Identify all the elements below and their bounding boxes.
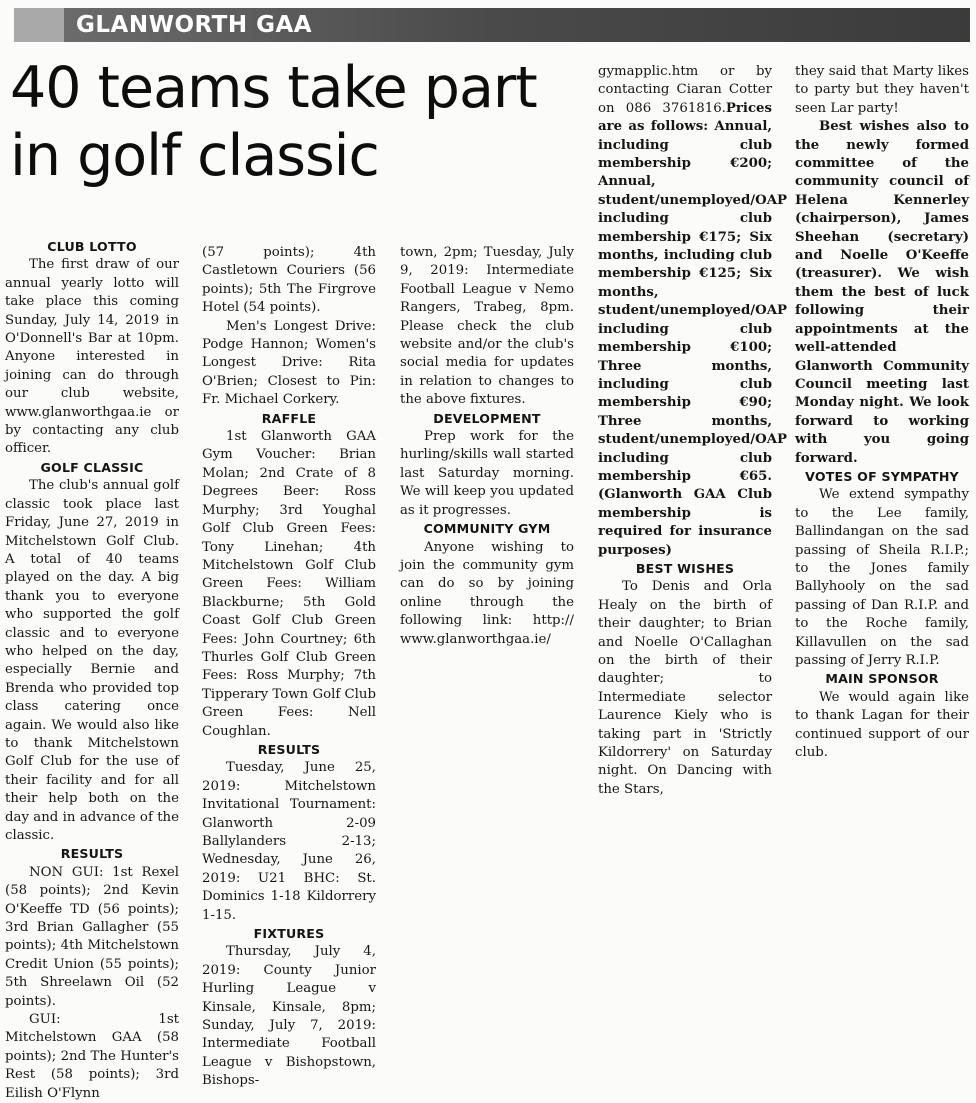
heading-results: RESULTS — [60, 846, 124, 862]
section-banner — [14, 8, 970, 42]
paragraph-sponsor: We would again like to thank Lagan for their continued support of our club. — [795, 689, 969, 761]
paragraph-fixtures: Thursday, July 4, 2019: County Junior Hurling League v Kinsale, Kinsale, 8pm; Sunday, July 7, 2019: Intermediate Football League v Bishopstown, Bishops- — [202, 944, 376, 1089]
paragraph-gym: Anyone wishing to join the community gym can do so by joining online through the following link: http:// www.glanworthgaa.ie/ — [400, 539, 574, 647]
paragraph-wishes-cont: they said that Marty likes to party but they haven't seen Lar party! — [795, 64, 969, 116]
heading-raffle: RAFFLE — [261, 410, 317, 426]
paragraph-fixtures-cont: town, 2pm; Tuesday, July 9, 2019: Intermediate Football League v Nemo Rangers, Trabeg, 8pm. Please check the club website and/or the club's social media for updates in relation to changes to the above fixtures. — [400, 245, 574, 408]
article-column-5 — [795, 63, 969, 762]
section-title: GLANWORTH GAA — [76, 12, 313, 38]
article-column-1 — [5, 238, 179, 1103]
article-column-2 — [202, 244, 376, 1091]
gym-contact-text: gymapplic.htm or by contacting Ciaran Cotter on 086 3761816. — [598, 64, 772, 116]
paragraph-gym-cont — [598, 63, 788, 560]
paragraph-gui-cont: (57 points); 4th Castletown Couriers (56 points); 5th The Firgrove Hotel (54 points). — [202, 245, 376, 316]
paragraph-results: Tuesday, June 25, 2019: Mitchelstown Invitational Tournament: Glanworth 2-09 Ballylanders 2-13; Wednesday, June 26, 2019: U21 BHC: St. Dominics 1-18 Kildorrery 1-15. — [202, 760, 376, 923]
heading-fixtures: FIXTURES — [253, 926, 325, 942]
paragraph-wishes-council: Best wishes also to the newly formed committee of the community council of Helena Kennerley (chairperson), James Sheehan (secretary) and Noelle O'Keeffe (treasurer). We wish them the best of luck following their appointments at the well-attended Glanworth Community Council meeting last Monday night. We look forward to working with you going forward. — [795, 119, 969, 466]
paragraph-development: Prep work for the hurling/skills wall started last Saturday morning. We will keep you updated as it progresses. — [400, 429, 574, 518]
paragraph-gui: GUI: 1st Mitchelstown GAA (58 points); 2nd The Hunter's Rest (58 points); 3rd Eilish O'Flynn — [5, 1012, 179, 1101]
paragraph-raffle: 1st Glanworth GAA Gym Voucher: Brian Molan; 2nd Crate of 8 Degrees Beer: Ross Murphy; 3rd Youghal Golf Club Green Fees: Tony Linehan; 4th Mitchelstown Golf Club Green Fees: William Blackburne; 5th Gold Coast Golf Club Green Fees: John Courtney; 6th Thurles Golf Club Green Fees: Ross Murphy; 7th Tipperary Town Golf Club Green Fees: Nell Coughlan. — [202, 429, 376, 739]
article-column-4 — [598, 63, 788, 799]
heading-results-2: RESULTS — [257, 741, 321, 757]
heading-golf-classic: GOLF CLASSIC — [40, 459, 144, 475]
paragraph-lotto: The first draw of our annual yearly lotto will take place this coming Sunday, July 14, 2019 in O'Donnell's Bar at 10pm. Anyone interested in joining can do through our club website, www.glanworthgaa.ie or by contacting any club officer. — [5, 257, 179, 457]
heading-community-gym: COMMUNITY GYM — [423, 521, 551, 537]
heading-votes-of-sympathy: VOTES OF SYMPATHY — [805, 468, 959, 484]
heading-development: DEVELOPMENT — [433, 410, 541, 426]
paragraph-longest-drive: Men's Longest Drive: Podge Hannon; Women's Longest Drive: Rita O'Brien; Closest to Pin: Fr. Michael Corkery. — [202, 318, 376, 408]
heading-club-lotto: CLUB LOTTO — [47, 239, 137, 254]
banner-tab — [14, 8, 64, 42]
article-column-3 — [400, 244, 574, 649]
article-headline: 40 teams take part in golf classic — [10, 55, 537, 189]
heading-main-sponsor: MAIN SPONSOR — [825, 671, 939, 687]
gym-prices-text: Prices are as follows: Annual, including club membership €200; Annual, student/unemployed/OAP including club membership €175; Six months, including club membership €125; Six months, student/unemployed/OAP including club membership €100; Three months, including club membership €90; Three months, student/unemployed/OAP including club membership €65. (Glanworth GAA Club membership is required for insurance purposes) — [598, 100, 788, 558]
paragraph-sympathy: We extend sympathy to the Lee family, Ballindangan on the sad passing of Sheila R.I.P.; to the Jones family Ballyhooly on the sad passing of Dan R.I.P. and to the Roche family, Killavullen on the sad passing of Jerry R.I.P. — [795, 487, 969, 668]
paragraph-non-gui: NON GUI: 1st Rexel (58 points); 2nd Kevin O'Keeffe TD (56 points); 3rd Brian Gallagher (55 points); 4th Mitchelstown Credit Union (55 points); 5th Shreelawn Oil (52 points). — [5, 864, 179, 1009]
paragraph-best-wishes: To Denis and Orla Healy on the birth of their daughter; to Brian and Noelle O'Callaghan on the birth of their daughter; to Intermediate selector Laurence Kiely who is taking part in 'Strictly Kildorrery' on Saturday night. On Dancing with the Stars, — [598, 579, 772, 797]
heading-best-wishes: BEST WISHES — [635, 560, 735, 576]
paragraph-golf: The club's annual golf classic took place last Friday, June 27, 2019 in Mitchelstown Golf Club. A total of 40 teams played on the day. A big thank you to everyone who supported the golf classic and to everyone who helped on the day, especially Bernie and Brenda who provided top class catering once again. We would also like to thank Mitchelstown Golf Club for the use of their facility and for all their help both on the day and in advance of the classic. — [5, 478, 179, 843]
